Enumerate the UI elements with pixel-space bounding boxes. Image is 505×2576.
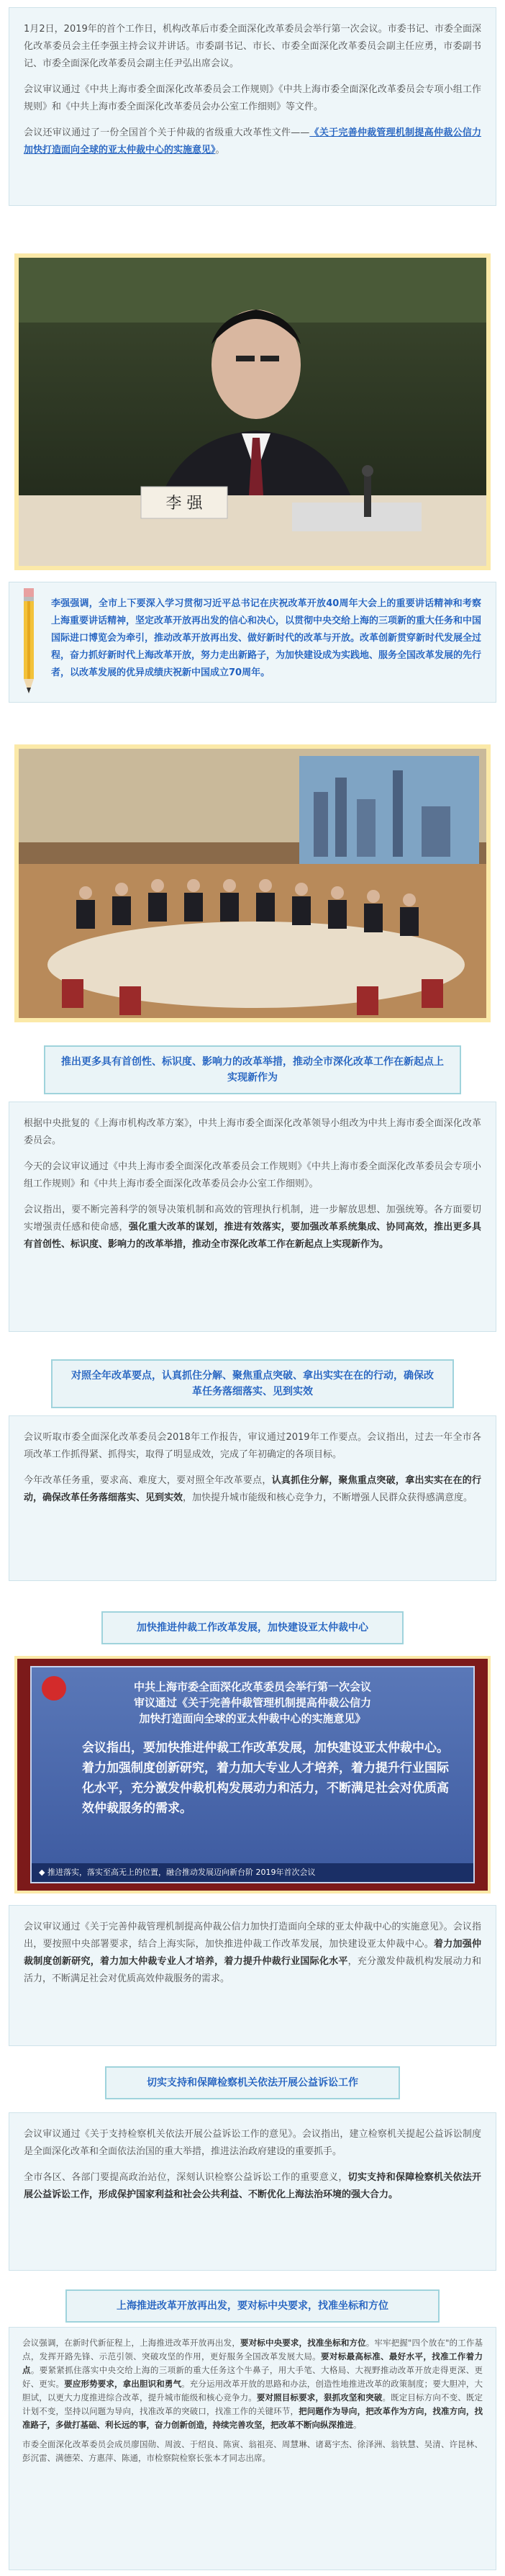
section-5-paragraph-2: 市委全面深化改革委员会成员廖国勋、周波、于绍良、陈寅、翁祖亮、周慧琳、诸葛宇杰、徐泽洲、翁铁慧、吴清、许昆林、彭沉雷、满德荣、方惠萍、陈通，市检察院检察长张本才同志出席。	[22, 2439, 483, 2463]
quote-block	[9, 582, 496, 703]
section-4-card	[9, 2112, 496, 2271]
section-2-card	[9, 1415, 496, 1581]
section-banner-5	[65, 2289, 440, 2323]
section-2-p2-suffix: ，加快提升城市能级和核心竞争力，不断增强人民群众获得感满意度。	[183, 1492, 473, 1503]
section-1-card	[9, 1102, 496, 1332]
section-banner-3	[101, 1611, 404, 1644]
banner-1-text: 推出更多具有首创性、标识度、影响力的改革举措，推动全市深化改革工作在新起点上实现新作为	[61, 1056, 444, 1084]
meeting-photo-image	[19, 749, 486, 1018]
station-logo-icon	[42, 1676, 66, 1701]
section-1-paragraph-2: 今天的会议审议通过《中共上海市委全面深化改革委员会工作规则》《中共上海市委全面深化改革委员会专项小组工作规则》和《中共上海市委全面深化改革委员会办公室工作细则》。	[24, 1161, 481, 1189]
section-5-text-e: 。既定目标方向不变、既定计划不变，坚持以问题为导向，找准改革的突破口，找准工作的关键环节，	[22, 2392, 483, 2416]
section-4-p2-prefix: 全市各区、各部门要提高政治站位，深刻认识检察公益诉讼工作的重要意义，	[24, 2172, 348, 2183]
news-screenshot	[14, 1656, 491, 1893]
section-3-p1-prefix: 会议审议通过《关于完善仲裁管理机制提高仲裁公信力加快打造面向全球的亚太仲裁中心的实施意见》。会议指出，要按照中央部署要求，结合上海实际，加快推进仲裁工作改革发展，加快建设亚太仲裁中心。	[24, 1922, 481, 1950]
banner-4-text: 切实支持和保障检察机关依法开展公益诉讼工作	[147, 2077, 358, 2089]
section-5-text-d: 。充分运用改革开放的思路和办法，创造性地推进改革的政策制度；要大胆冲，大胆试，以更大力度推进综合改革，提升城市能级和核心竞争力。	[22, 2379, 483, 2402]
section-5-bold-4: 要对照目标要求，狠抓攻坚和突破	[256, 2392, 383, 2402]
section-1-p3-bold: 强化重大改革的谋划，推进有效落实，要加强改革系统集成、协同高效，推出更多具有首创性、标识度、影响力的改革举措，推动全市深化改革工作在新起点上实现新作为。	[24, 1222, 481, 1250]
intro-paragraph-1: 1月2日，2019年的首个工作日，机构改革后市委全面深化改革委员会举行第一次会议。市委书记、市委全面深化改革委员会主任李强主持会议并讲话。市委副书记、市长、市委全面深化改革委员会副主任应勇，市委副书记、市委全面深化改革委员会副主任尹弘出席会议。	[24, 24, 481, 69]
news-body: 会议指出，要加快推进仲裁工作改革发展，加快建设亚太仲裁中心。着力加强制度创新研究，着力加大专业人才培养，着力提升行业国际化水平，充分激发仲裁机构发展动力和活力，不断满足社会对优质高效仲裁服务的需求。	[82, 1741, 449, 1816]
section-5-bold-1: 要对标中央要求，找准坐标和方位	[240, 2338, 366, 2348]
section-5-bold-3: 要应形势要求，拿出胆识和勇气	[64, 2379, 182, 2389]
section-5-paragraph-1	[22, 2336, 483, 2432]
speaker-photo-image	[19, 258, 486, 566]
banner-2-text: 对照全年改革要点，认真抓住分解、聚焦重点突破、拿出实实在在的行动，确保改革任务落细落实、见到实效	[71, 1370, 434, 1397]
section-2-p2-bold: 认真抓住分解，聚焦重点突破，拿出实实在在的行动，确保改革任务落细落实、见到实效	[24, 1475, 481, 1503]
news-screen	[30, 1666, 475, 1883]
section-4-paragraph-1: 会议审议通过《关于支持检察机关依法开展公益诉讼工作的意见》。会议指出，建立检察机关提起公益诉讼制度是全面深化改革和全面依法治国的重大举措，推进法治政府建设的重要抓手。	[24, 2129, 481, 2157]
photo-meeting	[14, 744, 491, 1022]
intro-p3-suffix: 。	[215, 145, 225, 156]
section-3-card	[9, 1905, 496, 2046]
pencil-icon	[19, 588, 38, 696]
section-5-text-c: 。要紧紧抓住落实中央交给上海的三项新的重大任务这个牛鼻子，用大手笔、大格局、大视野推动改革开放走得更深、更好、更实。	[22, 2365, 483, 2389]
section-4-paragraph-2	[24, 2169, 481, 2204]
section-2-p2-prefix: 今年改革任务重，要求高、难度大，要对照全年改革要点，	[24, 1475, 272, 1486]
section-5-text-b: 。牢牢把握"四个放在"的工作基点，发挥开路先锋、示范引领、突破攻坚的作用，更好服务全国改革发展大局。	[22, 2338, 483, 2361]
banner-5-text: 上海推进改革开放再出发，要对标中央要求，找准坐标和方位	[117, 2300, 388, 2312]
section-banner-2	[51, 1359, 454, 1408]
section-1-p3-prefix: 会议指出，要不断完善科学的领导决策机制和高效的管理执行机制，进一步解放思想、加强统筹。各方面要切实增强责任感和使命感，	[24, 1204, 481, 1233]
intro-card	[9, 7, 496, 206]
section-3-p1-suffix: ，充分激发仲裁机构发展动力和活力，不断满足社会对优质高效仲裁服务的需求。	[24, 1956, 481, 1984]
section-5-bold-5: 把问题作为导向，把改革作为方向，找准方向，找准路子，多做打基础、利长远的事，奋力创新创造，持续完善攻坚，把改革不断向纵深推进	[22, 2406, 483, 2430]
document-link[interactable]: 《关于完善仲裁管理机制提高仲裁公信力加快打造面向全球的亚太仲裁中心的实施意见》	[24, 127, 481, 156]
news-headline: 中共上海市委全面深化改革委员会举行第一次会议 审议通过《关于完善仲裁管理机制提高仲裁公信力 加快打造面向全球的亚太仲裁中心的实施意见》	[133, 1680, 371, 1725]
section-5-text-a: 会议强调，在新时代新征程上，上海推进改革开放再出发，	[22, 2338, 240, 2348]
section-3-paragraph-1	[24, 1919, 481, 1988]
section-banner-4	[105, 2066, 400, 2099]
section-banner-1	[44, 1045, 461, 1094]
section-5-card	[9, 2327, 496, 2570]
section-2-paragraph-2	[24, 1472, 481, 1507]
section-5-text-f: 。	[353, 2420, 362, 2430]
nameplate-text: 李 强	[165, 495, 203, 513]
section-5-bold-2: 要对标最高标准、最好水平，找准工作着力点	[22, 2351, 483, 2375]
quote-text: 李强强调，全市上下要深入学习贯彻习近平总书记在庆祝改革开放40周年大会上的重要讲话精神和考察上海重要讲话精神，坚定改革开放再出发的信心和决心，以贯彻中央交给上海的三项新的重大任务和中国国际进口博览会为牵引，推动改革开放再出发、做好新时代的改革与开放。改革创新贯穿新时代发展全过程，奋力抓好新时代上海改革开放，努力走出新路子，为加快建设成为实践地、服务全国改革发展的先行者，以改革发展的优异成绩庆祝新中国成立70周年。	[51, 598, 482, 678]
intro-p3-prefix: 会议还审议通过了一份全国首个关于仲裁的省级重大改革性文件——	[24, 127, 310, 138]
section-2-paragraph-1: 会议听取市委全面深化改革委员会2018年工作报告，审议通过2019年工作要点。会议指出，过去一年全市各项改革工作抓得紧、抓得实，取得了明显成效，完成了年初确定的各项目标。	[24, 1432, 481, 1460]
intro-paragraph-2: 会议审议通过《中共上海市委全面深化改革委员会工作规则》《中共上海市委全面深化改革委员会专项小组工作规则》和《中共上海市委全面深化改革委员会办公室工作细则》等文件。	[24, 84, 481, 112]
intro-paragraph-3	[24, 125, 481, 159]
photo-speaker	[14, 253, 491, 570]
section-4-p2-bold: 切实支持和保障检察机关依法开展公益诉讼工作，形成保护国家利益和社会公共利益、不断优化上海法治环境的强大合力。	[24, 2172, 481, 2200]
banner-3-text: 加快推进仲裁工作改革发展，加快建设亚太仲裁中心	[137, 1622, 368, 1634]
news-ticker: ◆ 推进落实，落实至高无上的位置，融合推动发展迈向新台阶 2019年首次会议	[32, 1863, 473, 1882]
section-1-paragraph-3	[24, 1202, 481, 1253]
section-1-paragraph-1: 根据中央批复的《上海市机构改革方案》，中共上海市委全面深化改革领导小组改为中共上海市委全面深化改革委员会。	[24, 1118, 481, 1146]
section-3-p1-bold: 着力加强仲裁制度创新研究，着力加大仲裁专业人才培养，着力提升仲裁行业国际化水平	[24, 1939, 481, 1967]
